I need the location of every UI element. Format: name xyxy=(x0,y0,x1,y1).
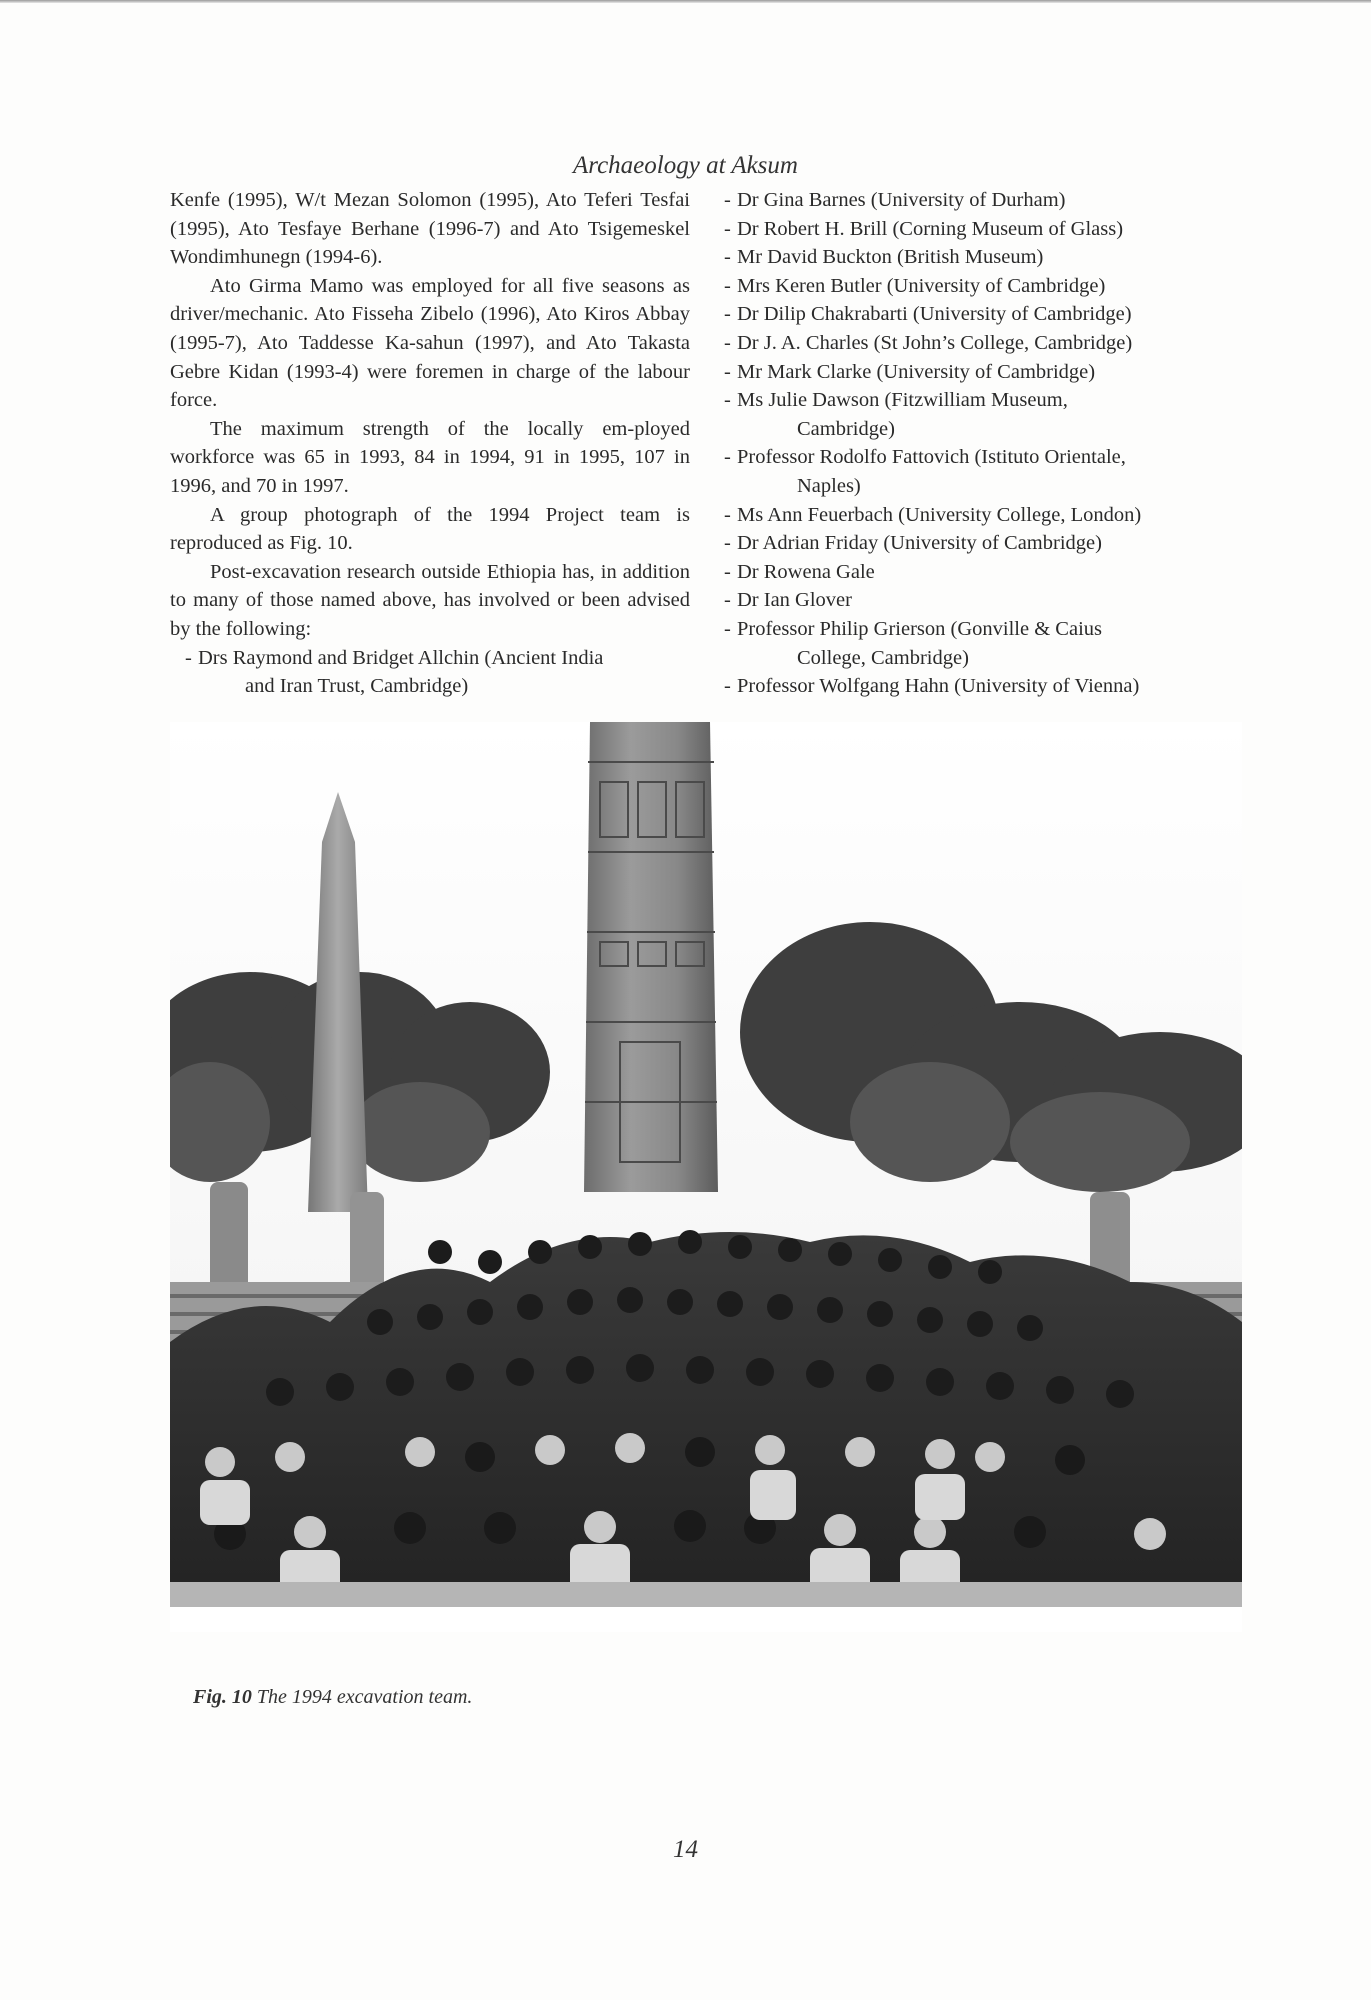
list-item xyxy=(724,443,1244,500)
list-dash: - xyxy=(724,189,731,211)
paragraph: The maximum strength of the locally em-ployed workforce was 65 in 1993, 84 in 1994, 91 in 1995, 107 in 1996, and 70 in 1997. xyxy=(170,417,690,497)
list-item xyxy=(724,529,1244,558)
page-number: 14 xyxy=(673,1836,698,1863)
list-item-head: Mr David Buckton (British Museum) xyxy=(737,246,1044,269)
list-dash: - xyxy=(724,675,731,698)
list-item-head: Professor Philip Grierson (Gonville & Caius xyxy=(737,617,1102,640)
list-item xyxy=(724,215,1244,244)
list-dash: - xyxy=(724,617,731,640)
list-item xyxy=(724,615,1244,672)
list-item-continuation: Naples) xyxy=(797,474,861,497)
list-dash: - xyxy=(724,360,731,383)
list-item xyxy=(724,386,1244,443)
list-item xyxy=(724,558,1244,587)
group-photograph xyxy=(170,722,1242,1632)
list-item-head: Mr Mark Clarke (University of Cambridge) xyxy=(737,360,1096,383)
list-item-head: Dr Dilip Chakrabarti (University of Cambridge) xyxy=(737,303,1132,326)
list-item-head: Mrs Keren Butler (University of Cambridge) xyxy=(737,274,1106,297)
list-item-continuation: and Iran Trust, Cambridge) xyxy=(245,675,469,698)
list-item-continuation: College, Cambridge) xyxy=(797,646,969,669)
running-head: Archaeology at Aksum xyxy=(573,152,798,179)
list-item xyxy=(724,186,1244,215)
figure-caption xyxy=(193,1686,472,1709)
list-item-head: Professor Rodolfo Fattovich (Istituto Orientale, xyxy=(737,446,1126,469)
list-item-head: Dr Ian Glover xyxy=(737,589,852,612)
paragraph: A group photograph of the 1994 Project team is reproduced as Fig. 10. xyxy=(170,503,690,555)
right-column xyxy=(724,186,1244,701)
list-dash: - xyxy=(724,246,731,269)
list-item-head: Dr Gina Barnes (University of Durham) xyxy=(737,189,1066,211)
list-item-head: Dr Adrian Friday (University of Cambridge) xyxy=(737,532,1102,555)
list-item-head: Dr Robert H. Brill (Corning Museum of Glass) xyxy=(737,217,1124,240)
list-item xyxy=(724,501,1244,530)
figure-caption-text: The 1994 excavation team. xyxy=(256,1686,473,1708)
list-item-head: Professor Wolfgang Hahn (University of Vienna) xyxy=(737,675,1140,698)
scan-top-edge xyxy=(0,0,1371,3)
list-item xyxy=(724,243,1244,272)
list-dash: - xyxy=(724,303,731,326)
paragraph: Ato Girma Mamo was employed for all five seasons as driver/mechanic. Ato Fisseha Zibelo (1996), Ato Kiros Abbay (1995-7), Ato Taddesse Ka-sahun (1997), and Ato Takasta Gebre Kidan (1993-4) were foremen in charge of the labour force. xyxy=(170,274,690,412)
list-item xyxy=(724,329,1244,358)
list-dash: - xyxy=(724,532,731,555)
list-dash: - xyxy=(724,589,731,612)
list-item-continuation: Cambridge) xyxy=(797,417,895,440)
list-item xyxy=(170,644,690,701)
list-dash: - xyxy=(724,446,731,469)
list-dash: - xyxy=(724,274,731,297)
left-column xyxy=(170,186,690,701)
list-item-head: Ms Julie Dawson (Fitzwilliam Museum, xyxy=(737,389,1068,412)
list-dash: - xyxy=(724,503,731,526)
list-dash: - xyxy=(724,389,731,412)
figure-label: Fig. 10 xyxy=(193,1686,252,1708)
list-item xyxy=(724,586,1244,615)
list-item xyxy=(724,358,1244,387)
list-item-head: Dr Rowena Gale xyxy=(737,560,875,583)
photograph-illustration xyxy=(170,722,1242,1632)
list-item-head: Ms Ann Feuerbach (University College, London) xyxy=(737,503,1142,526)
paragraph: Kenfe (1995), W/t Mezan Solomon (1995), Ato Teferi Tesfai (1995), Ato Tesfaye Berhane (1996-7) and Ato Tsigemeskel Wondimhunegn (1994-6). xyxy=(170,189,690,269)
list-dash: - xyxy=(724,331,731,354)
list-item-head: Drs Raymond and Bridget Allchin (Ancient India xyxy=(198,646,604,669)
list-item xyxy=(724,672,1244,701)
list-dash: - xyxy=(724,217,731,240)
list-dash: - xyxy=(724,560,731,583)
paragraph: Post-excavation research outside Ethiopia has, in addition to many of those named above, has involved or been advised by the following: xyxy=(170,560,690,640)
list-dash: - xyxy=(185,646,192,669)
list-item-head: Dr J. A. Charles (St John’s College, Cambridge) xyxy=(737,331,1133,354)
list-item xyxy=(724,272,1244,301)
list-item xyxy=(724,300,1244,329)
